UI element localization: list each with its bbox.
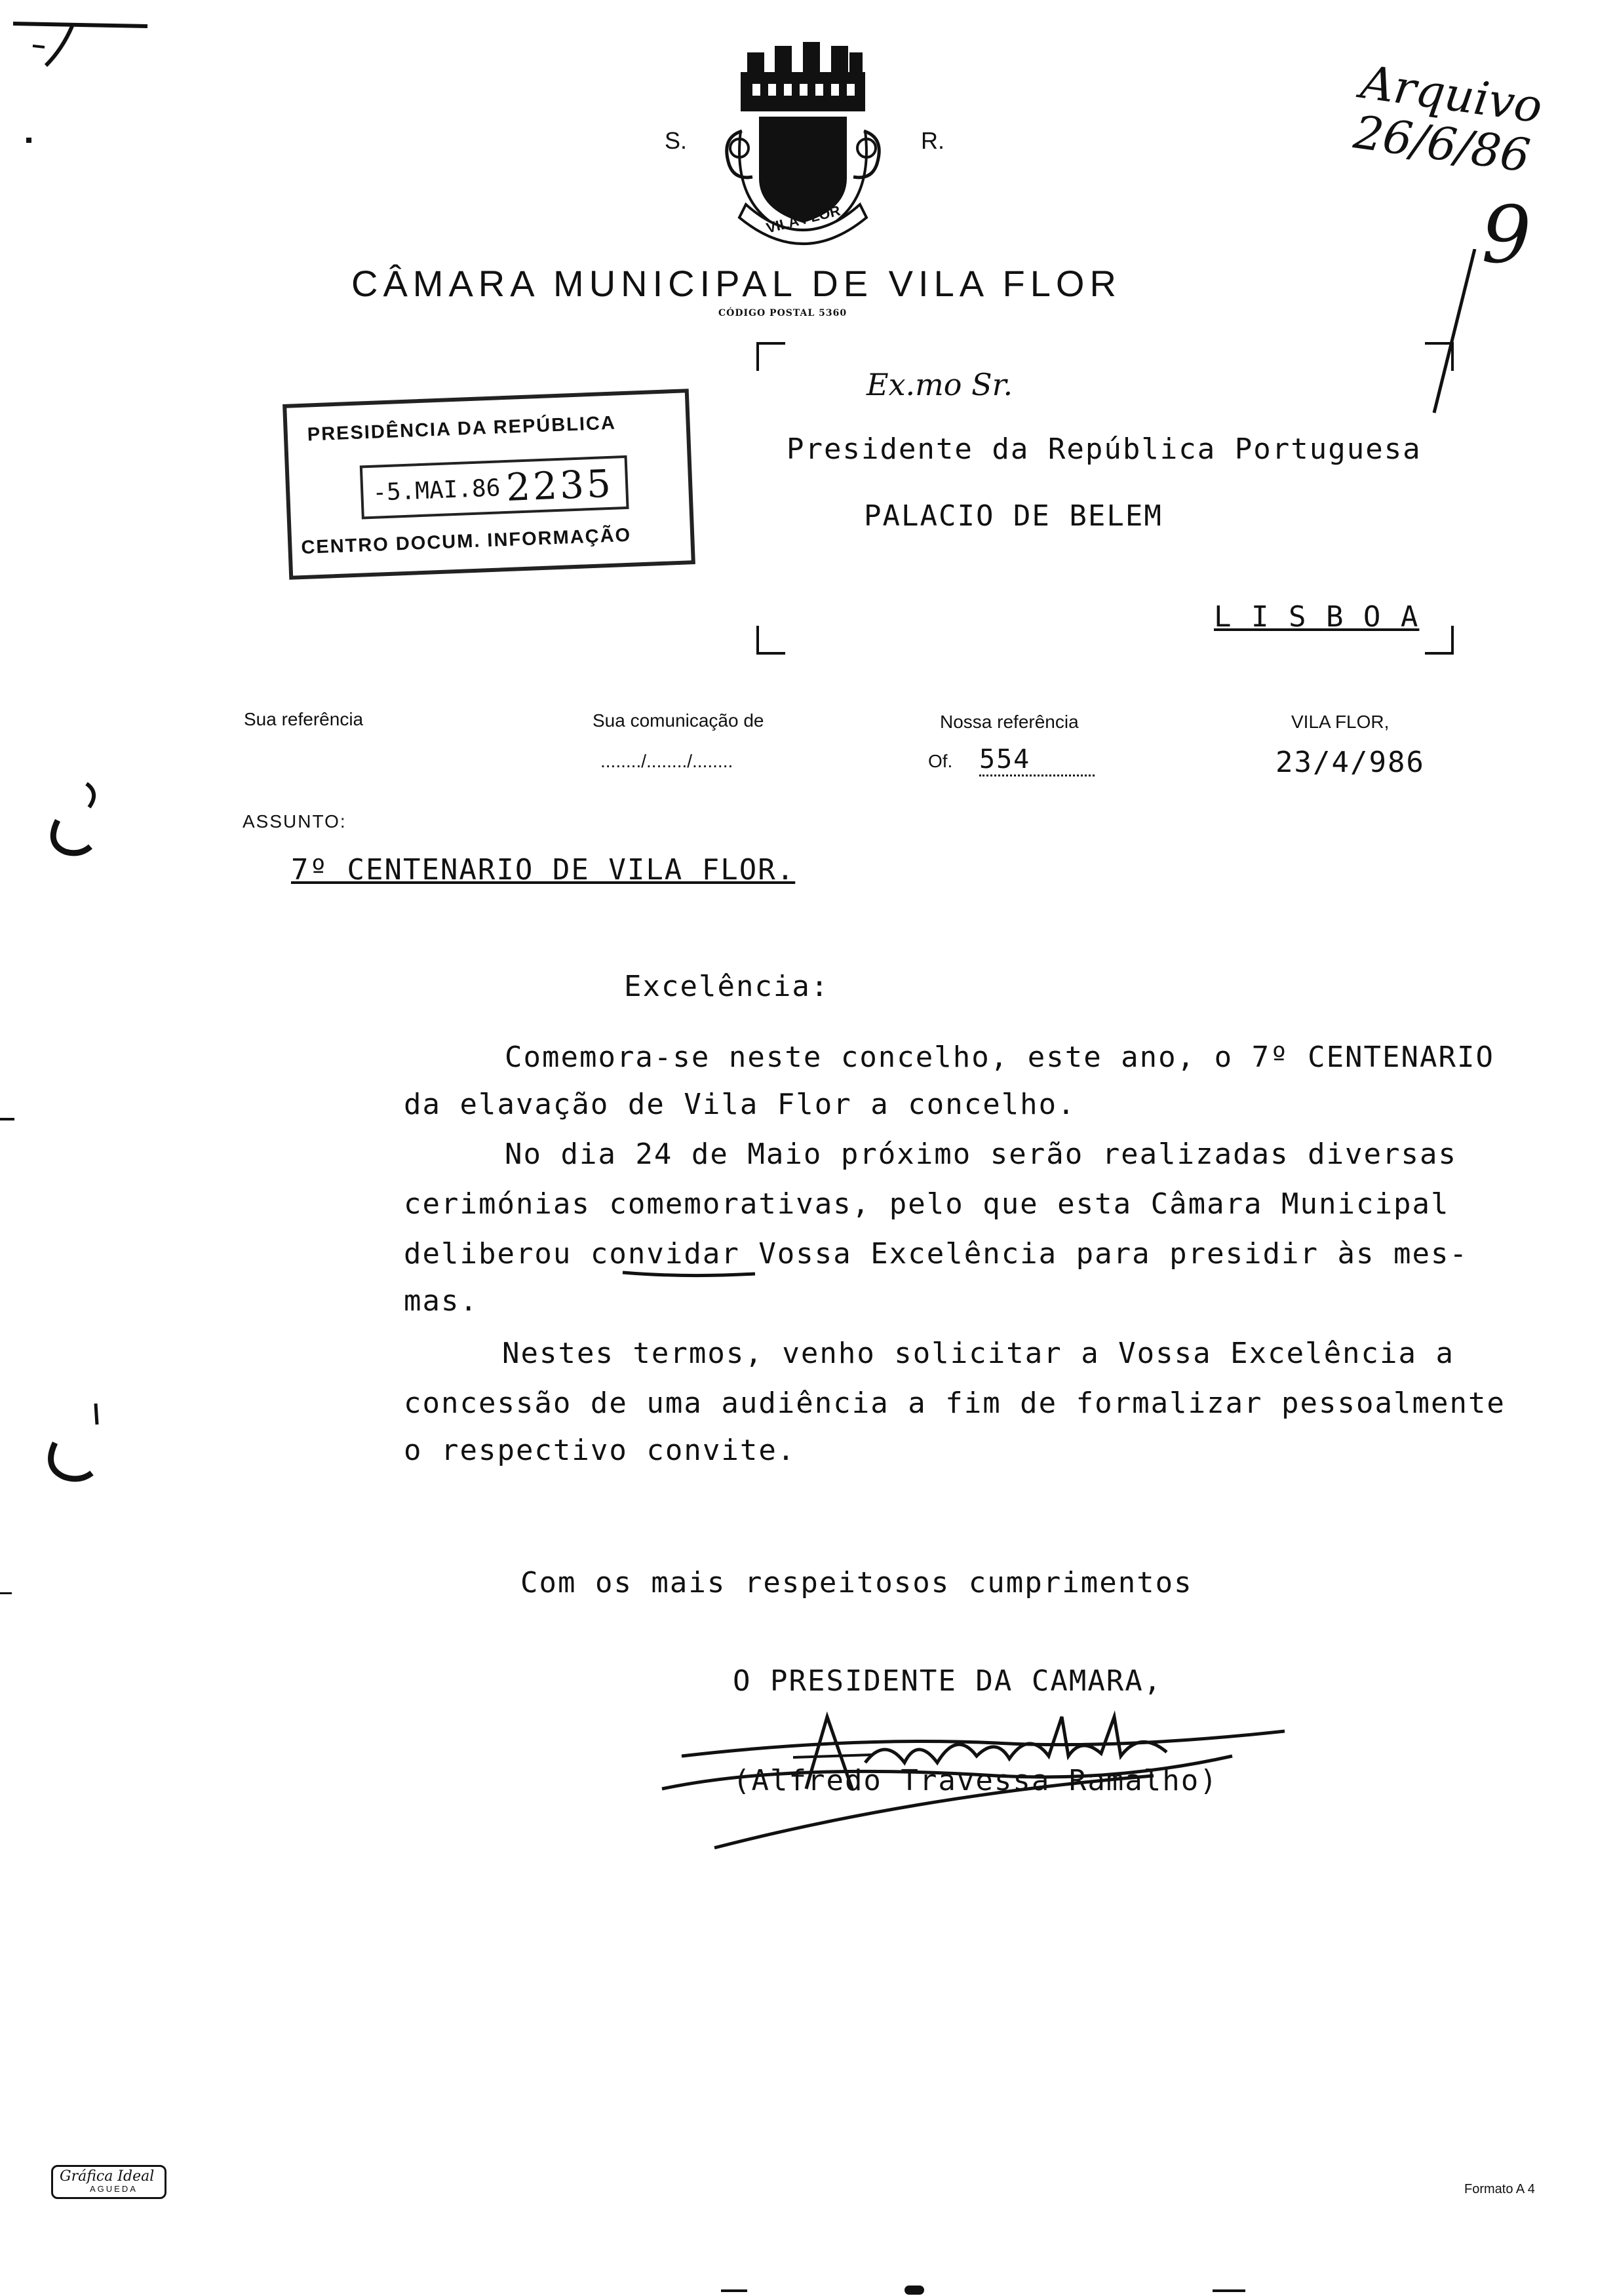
body-line: Nestes termos, venho solicitar a Vossa Excelência a bbox=[502, 1337, 1455, 1370]
punch-hole-mark-svg bbox=[39, 767, 105, 865]
handwritten-underline-svg bbox=[620, 1267, 758, 1280]
nossa-referencia-prefix: Of. bbox=[928, 751, 953, 771]
pen-mark-top-left-svg bbox=[7, 0, 157, 72]
received-stamp bbox=[282, 389, 695, 580]
stamp-bottom-text: CENTRO DOCUM. INFORMAÇÃO bbox=[300, 524, 632, 559]
scan-noise bbox=[905, 2286, 924, 2295]
address-window-corner bbox=[756, 342, 785, 371]
municipality-title: CÂMARA MUNICIPAL DE VILA FLOR bbox=[351, 263, 1121, 304]
margin-dash bbox=[0, 1592, 12, 1594]
address-window-corner bbox=[1425, 342, 1454, 371]
printer-city: AGUEDA bbox=[90, 2184, 138, 2194]
recipient-line-2: PALACIO DE BELEM bbox=[864, 499, 1163, 533]
initial-left: S. bbox=[665, 127, 688, 154]
stamp-inner-box bbox=[360, 455, 629, 520]
printer-logo bbox=[51, 2165, 166, 2199]
sua-comunicacao-label: Sua comunicação de bbox=[593, 710, 764, 731]
handwritten-number: 9 bbox=[1481, 190, 1532, 281]
body-line: da elavação de Vila Flor a concelho. bbox=[404, 1088, 1076, 1121]
body-line: o respectivo convite. bbox=[404, 1434, 796, 1467]
punch-hole-mark bbox=[39, 767, 105, 865]
subject-label: ASSUNTO: bbox=[243, 811, 347, 832]
handwritten-stroke-svg bbox=[1429, 249, 1481, 419]
address-window-corner bbox=[1425, 626, 1454, 655]
nossa-referencia-label: Nossa referência bbox=[940, 712, 1079, 732]
recipient-city: L I S B O A bbox=[1214, 600, 1420, 634]
body-line: mas. bbox=[404, 1284, 478, 1318]
nossa-referencia-value: 554 bbox=[979, 744, 1095, 776]
scan-noise bbox=[1213, 2289, 1245, 2292]
punch-hole-mark bbox=[39, 1396, 105, 1501]
paper-format: Formato A 4 bbox=[1464, 2182, 1535, 2196]
stamp-top-text: PRESIDÊNCIA DA REPÚBLICA bbox=[307, 412, 617, 446]
greeting: Excelência: bbox=[624, 970, 830, 1003]
address-window-corner bbox=[756, 626, 785, 655]
punch-hole-mark-svg bbox=[39, 1396, 105, 1501]
signatory-name: (Alfredo Travessa Ramalho) bbox=[733, 1764, 1218, 1797]
body-line: No dia 24 de Maio próximo serão realizadas diversas bbox=[505, 1138, 1458, 1171]
postal-code: CÓDIGO POSTAL 5360 bbox=[718, 308, 847, 318]
body-line: deliberou convidar Vossa Excelência para presidir às mes- bbox=[404, 1237, 1468, 1271]
stamp-date: -5.MAI.86 bbox=[372, 474, 501, 507]
body-line: cerimónias comemorativas, pelo que esta Câmara Municipal bbox=[404, 1187, 1450, 1221]
margin-dash bbox=[0, 1118, 14, 1120]
printer-name: Gráfica Ideal bbox=[60, 2168, 155, 2185]
letter-date: 23/4/986 bbox=[1275, 746, 1425, 779]
scan-noise bbox=[721, 2289, 747, 2292]
pen-mark-top-left bbox=[7, 0, 157, 72]
subject-value: 7º CENTENARIO DE VILA FLOR. bbox=[291, 853, 796, 887]
sua-comunicacao-value: ......../......../........ bbox=[600, 751, 733, 771]
margin-dot bbox=[26, 138, 31, 143]
handwritten-underline bbox=[620, 1267, 758, 1280]
salutation: Ex.mo Sr. bbox=[866, 367, 1013, 402]
body-line: Comemora-se neste concelho, este ano, o 7º CENTENARIO bbox=[505, 1041, 1494, 1074]
handwritten-archive-note: Arquivo 26/6/86 bbox=[1350, 55, 1546, 183]
closing: Com os mais respeitosos cumprimentos bbox=[520, 1566, 1193, 1599]
initial-right: R. bbox=[921, 127, 944, 154]
sua-referencia-label: Sua referência bbox=[244, 709, 364, 729]
place-label: VILA FLOR, bbox=[1291, 712, 1390, 732]
body-line: concessão de uma audiência a fim de formalizar pessoalmente bbox=[404, 1387, 1506, 1420]
stamp-number: 2235 bbox=[505, 461, 615, 510]
recipient-line-1: Presidente da República Portuguesa bbox=[787, 432, 1422, 466]
crest-ribbon-text: VILA FLOR bbox=[764, 202, 842, 237]
signature-title: O PRESIDENTE DA CAMARA, bbox=[733, 1664, 1163, 1698]
handwritten-stroke bbox=[1429, 249, 1481, 419]
